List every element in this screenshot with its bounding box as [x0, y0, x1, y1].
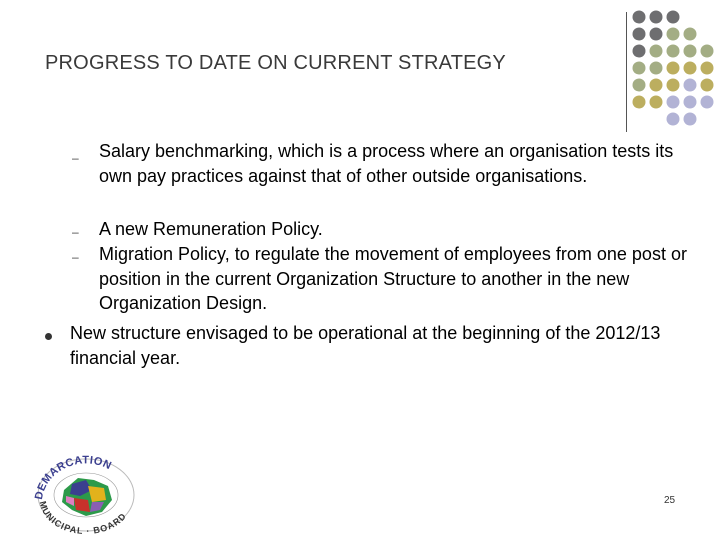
decorative-dot: [633, 62, 646, 75]
decorative-dot: [684, 28, 697, 41]
bullet-item-migration-policy: Migration Policy, to regulate the movement of employees from one post or position in the current Organization Structure to another in the new Organization Design.: [99, 244, 687, 313]
decorative-dot: [667, 113, 680, 126]
round-bullet-icon: [45, 333, 52, 340]
decorative-dot: [650, 62, 663, 75]
decorative-dot: [667, 62, 680, 75]
decorative-dot: [667, 11, 680, 24]
decorative-dot: [667, 28, 680, 41]
bullet-item-remuneration-policy: A new Remuneration Policy.: [99, 219, 323, 239]
dash-bullet-icon: –: [72, 151, 79, 165]
slide-title: PROGRESS TO DATE ON CURRENT STRATEGY: [45, 52, 506, 74]
decorative-dot: [667, 79, 680, 92]
decorative-dot: [684, 62, 697, 75]
dash-bullet-icon: –: [72, 250, 79, 264]
decorative-dot: [633, 79, 646, 92]
dash-bullet-icon: –: [72, 225, 79, 239]
decorative-dot: [684, 79, 697, 92]
decorative-dot: [701, 96, 714, 109]
decorative-dot: [701, 45, 714, 58]
decorative-dot: [684, 45, 697, 58]
decorative-dot: [633, 28, 646, 41]
decorative-dot: [633, 11, 646, 24]
decorative-dot: [684, 113, 697, 126]
decorative-dot: [650, 45, 663, 58]
bullet-item-new-structure: New structure envisaged to be operational at the beginning of the 2012/13 financial year.: [70, 323, 661, 368]
bullet-item-salary-benchmarking: Salary benchmarking, which is a process where an organisation tests its own pay practices against that of other outside organisations.: [99, 141, 674, 186]
decorative-dot: [667, 45, 680, 58]
svg-text:DEMARCATION: DEMARCATION: [32, 454, 114, 501]
decorative-dot: [650, 28, 663, 41]
decorative-dot: [667, 96, 680, 109]
decorative-dot: [650, 96, 663, 109]
decorative-dot: [701, 79, 714, 92]
demarcation-board-logo: [28, 440, 140, 534]
decorative-dot: [650, 79, 663, 92]
decorative-dot: [633, 45, 646, 58]
decorative-dot: [633, 96, 646, 109]
svg-text:MUNICIPAL · BOARD: MUNICIPAL · BOARD: [37, 500, 129, 534]
decorative-dot: [684, 96, 697, 109]
divider-line: [626, 12, 627, 132]
page-number: 25: [664, 495, 676, 506]
decorative-dot: [701, 62, 714, 75]
decorative-dot: [650, 11, 663, 24]
